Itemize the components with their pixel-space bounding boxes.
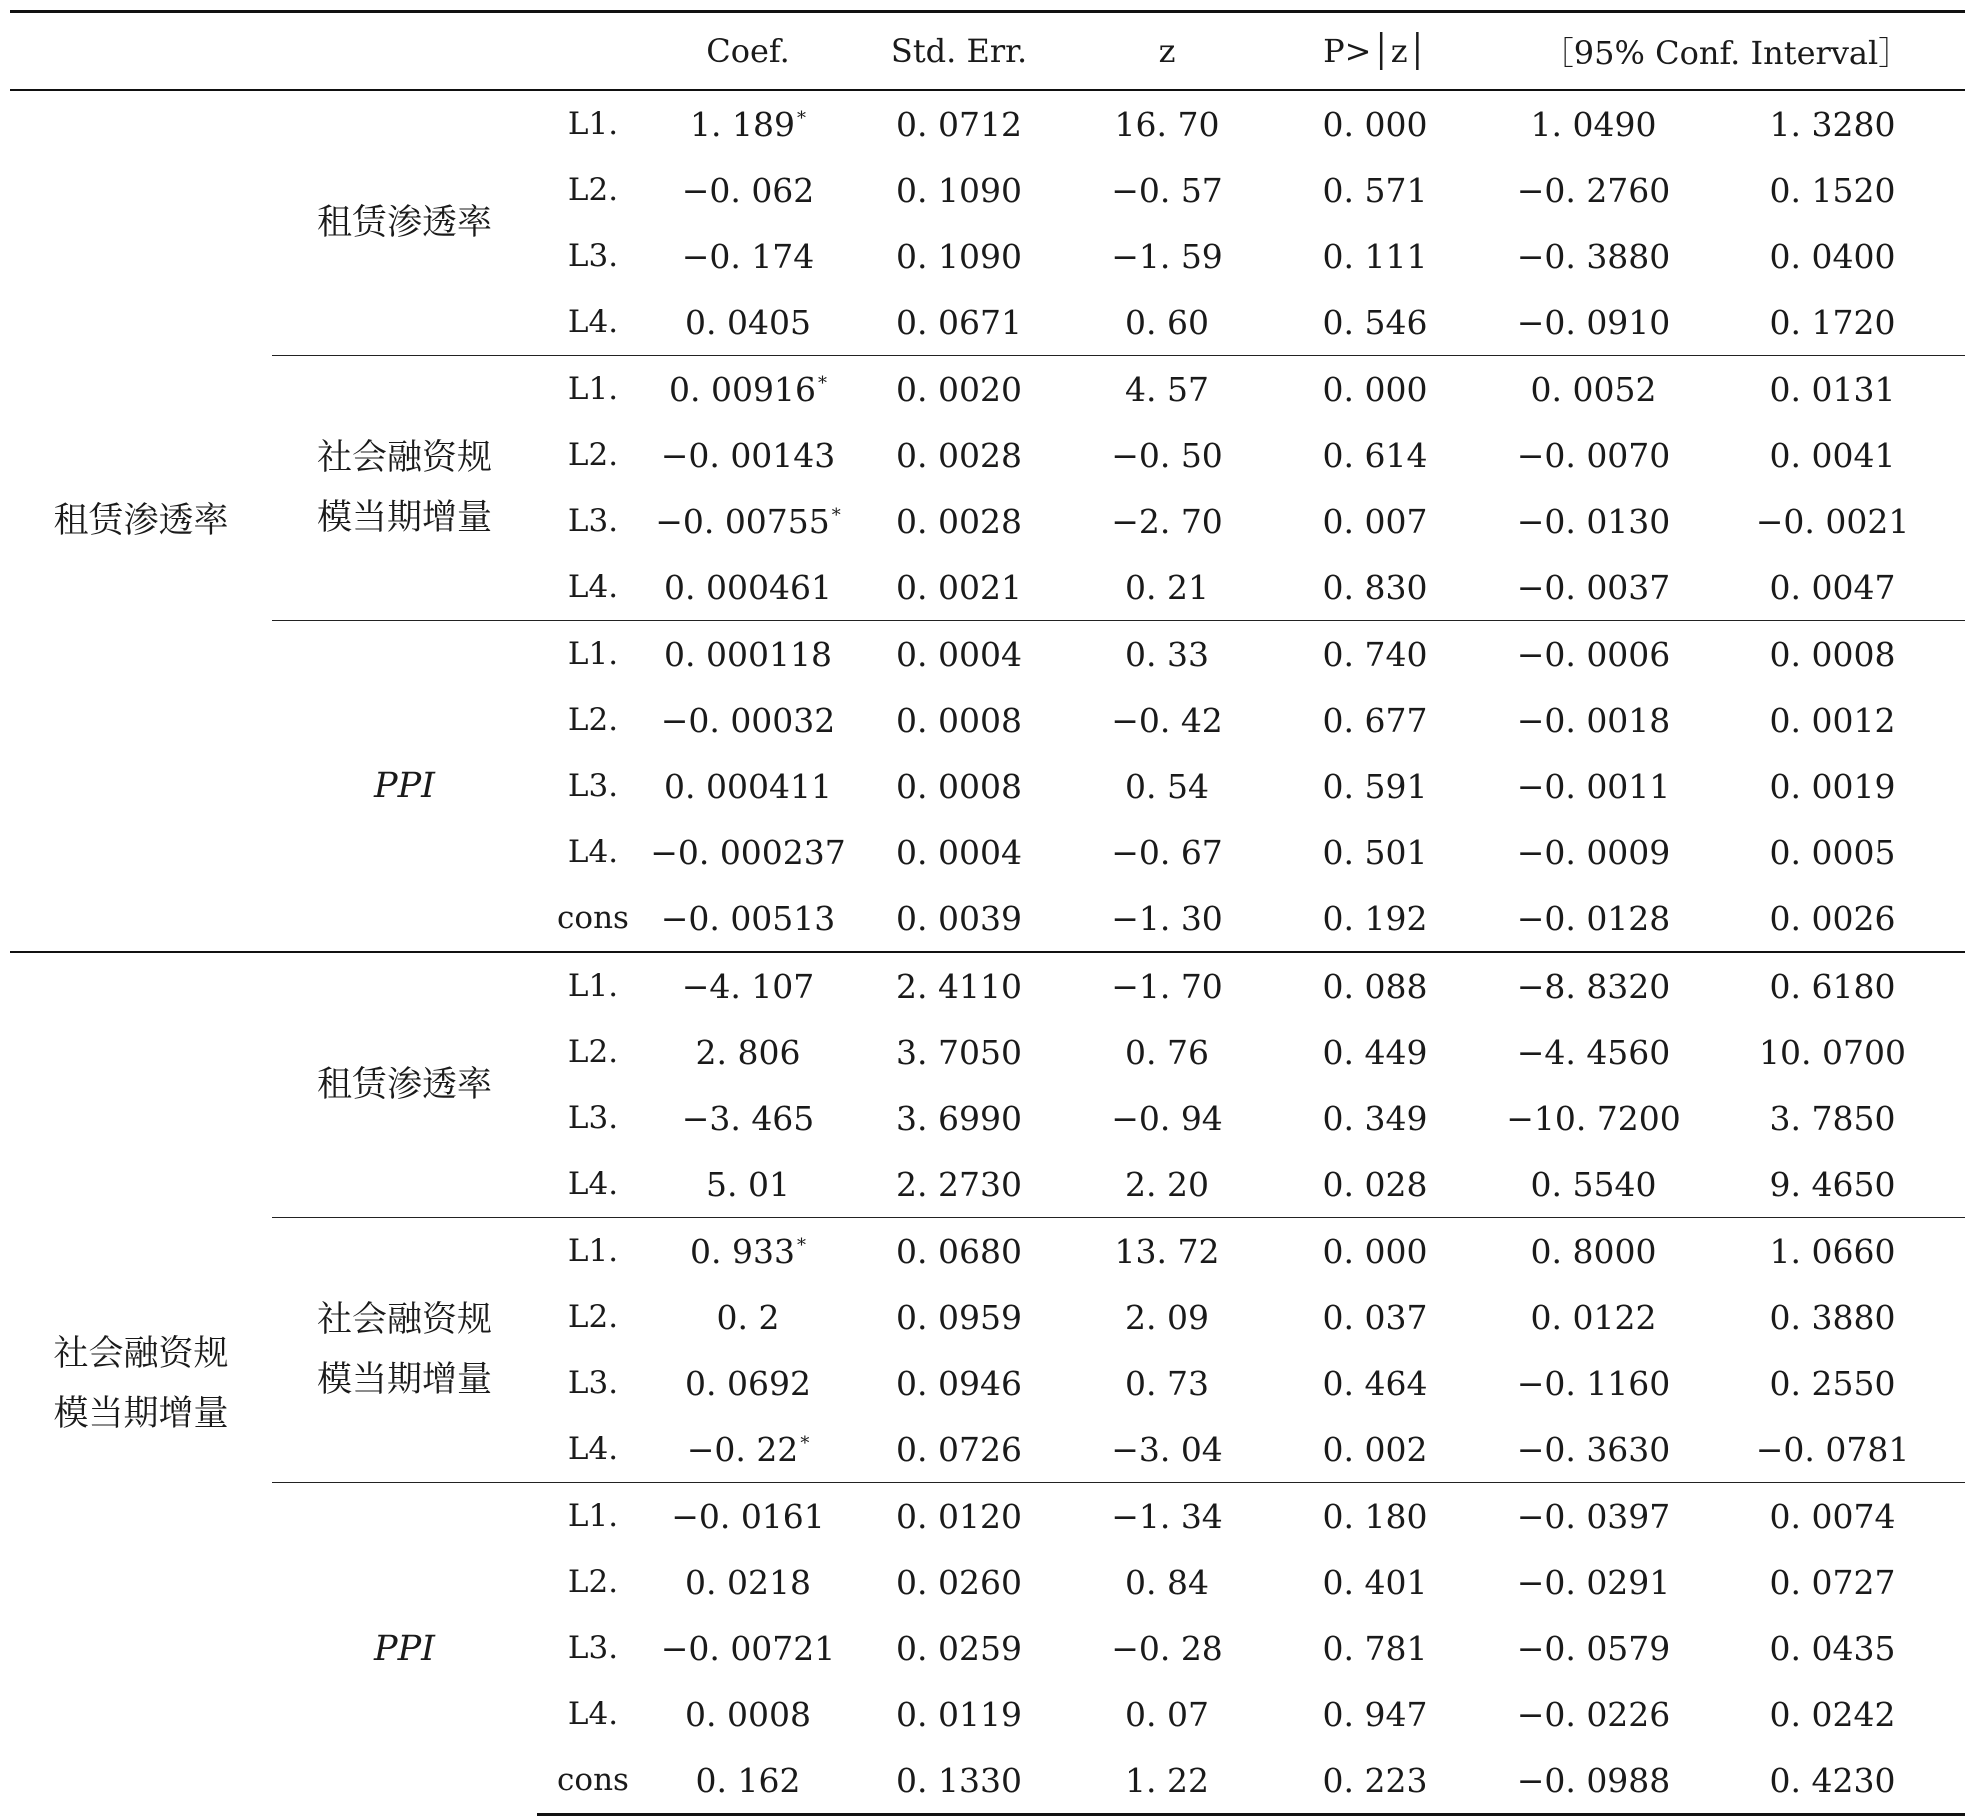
- z-value: −0. 67: [1111, 832, 1223, 872]
- ci-lower-value: −0. 0226: [1516, 1694, 1671, 1734]
- p-value: 0. 111: [1322, 236, 1428, 276]
- z-value: 2. 09: [1125, 1297, 1209, 1337]
- header-z: z: [1071, 12, 1263, 91]
- significance-star: *: [817, 372, 827, 394]
- table-header: [10, 12, 1965, 91]
- p-value: 0. 546: [1322, 302, 1428, 342]
- lag-label: L1.: [537, 1218, 649, 1285]
- coef-number: −0. 00143: [660, 435, 836, 475]
- ci-lower-value: −0. 3880: [1516, 236, 1671, 276]
- ci-lower-value: −0. 2760: [1516, 170, 1671, 210]
- std-err-value: 0. 0946: [896, 1363, 1022, 1403]
- coef-number: 0. 0008: [685, 1694, 811, 1734]
- std-err-value: 0. 0712: [896, 104, 1022, 144]
- z-value: 0. 33: [1071, 621, 1263, 688]
- coef-number: −0. 22: [686, 1429, 799, 1469]
- table-row: [10, 1483, 1965, 1550]
- std-err-value: 0. 0004: [847, 621, 1071, 688]
- std-err-value: 0. 1090: [896, 170, 1022, 210]
- coef-number: 0. 0692: [685, 1363, 811, 1403]
- std-err-value: 0. 0008: [896, 700, 1022, 740]
- lag-label: L1.: [537, 952, 649, 1019]
- coef-number: −0. 00755: [655, 501, 830, 541]
- equation-label-text: 社会融资规​模当期增量: [53, 1333, 229, 1434]
- coef-number: −0. 000237: [650, 832, 846, 872]
- coef-number: 2. 806: [695, 1032, 801, 1072]
- z-value: −1. 30: [1111, 898, 1223, 938]
- coef-value: [649, 1681, 847, 1747]
- lag-label: L4.: [567, 569, 619, 605]
- lag-label: L1.: [537, 356, 649, 423]
- ci-lower-value: −0. 0291: [1516, 1562, 1671, 1602]
- z-value: 13. 72: [1071, 1218, 1263, 1285]
- variable-group-label-text: PPI: [374, 1628, 435, 1669]
- coef-value: [649, 1085, 847, 1151]
- std-err-value: 0. 0959: [896, 1297, 1022, 1337]
- p-value: 0. 000: [1322, 104, 1428, 144]
- p-value: 0. 192: [1322, 898, 1428, 938]
- variable-group-label: [272, 621, 537, 953]
- coef-value: [649, 422, 847, 488]
- coef-number: −0. 00721: [660, 1628, 836, 1668]
- z-value: 2. 20: [1125, 1164, 1209, 1204]
- ci-upper-value: 0. 0074: [1700, 1483, 1965, 1550]
- p-value: 0. 614: [1322, 435, 1428, 475]
- z-value: 0. 54: [1125, 766, 1209, 806]
- variable-group-label-text: 租赁渗透率: [316, 203, 492, 243]
- std-err-value: 0. 1090: [896, 236, 1022, 276]
- ci-lower-value: −4. 4560: [1516, 1032, 1671, 1072]
- p-value: 0. 571: [1322, 170, 1428, 210]
- p-value: 0. 180: [1263, 1483, 1487, 1550]
- z-value: 0. 60: [1125, 302, 1209, 342]
- lag-label: L3.: [567, 1365, 619, 1401]
- std-err-value: 0. 0039: [896, 898, 1022, 938]
- lag-label: L2.: [567, 1034, 619, 1070]
- ci-lower-value: −0. 0011: [1516, 766, 1671, 806]
- ci-upper-value: 0. 0026: [1769, 898, 1896, 938]
- coef-value: [649, 1019, 847, 1085]
- ci-upper-value: 0. 0041: [1769, 435, 1896, 475]
- ci-upper-value: 1. 0660: [1700, 1218, 1965, 1285]
- coef-value: [649, 223, 847, 289]
- std-err-value: 0. 0020: [847, 356, 1071, 423]
- std-err-value: 0. 0259: [896, 1628, 1022, 1668]
- coef-value: [649, 488, 847, 554]
- coef-number: 1. 189: [690, 104, 795, 144]
- lag-label: L2.: [567, 702, 619, 738]
- p-value: 0. 000: [1263, 1218, 1487, 1285]
- std-err-value: 2. 2730: [896, 1164, 1022, 1204]
- ci-upper-value: 0. 0435: [1769, 1628, 1896, 1668]
- ci-upper-value: 0. 0727: [1769, 1562, 1896, 1602]
- z-value: 0. 73: [1125, 1363, 1209, 1403]
- variable-group-label: [272, 90, 537, 356]
- equation-label: [10, 90, 272, 952]
- variable-group-label: [272, 1218, 537, 1483]
- lag-label: L2.: [567, 437, 619, 473]
- coef-number: −0. 062: [681, 170, 815, 210]
- ci-lower-value: −0. 0037: [1516, 567, 1671, 607]
- lag-label: L2.: [567, 1299, 619, 1335]
- p-value: 0. 781: [1322, 1628, 1428, 1668]
- ci-upper-value: −0. 0781: [1755, 1429, 1910, 1469]
- ci-upper-value: 1. 3280: [1769, 104, 1896, 144]
- lag-label: L3.: [567, 1630, 619, 1666]
- table-row: [10, 356, 1965, 423]
- coef-number: 5. 01: [706, 1164, 790, 1204]
- ci-lower-value: −0. 3630: [1516, 1429, 1671, 1469]
- variable-group-label: [272, 952, 537, 1218]
- ci-lower-value: 0. 0122: [1530, 1297, 1657, 1337]
- p-value: 0. 464: [1322, 1363, 1428, 1403]
- z-value: −1. 70: [1071, 952, 1263, 1019]
- table-row: [10, 952, 1965, 1019]
- lag-label: L2.: [567, 1564, 619, 1600]
- equation-label: [10, 952, 272, 1815]
- coef-value: [649, 1747, 847, 1815]
- std-err-value: 0. 0680: [847, 1218, 1071, 1285]
- ci-upper-value: 0. 0242: [1769, 1694, 1896, 1734]
- z-value: 0. 21: [1125, 567, 1209, 607]
- p-value: 0. 591: [1322, 766, 1428, 806]
- coef-value: [649, 1416, 847, 1483]
- ci-lower-value: 1. 0490: [1530, 104, 1657, 144]
- coef-number: 0. 0405: [685, 302, 811, 342]
- std-err-value: 0. 0119: [896, 1694, 1022, 1734]
- coef-value: [649, 289, 847, 356]
- ci-upper-value: −0. 0021: [1755, 501, 1910, 541]
- header-blank-equation: [10, 12, 272, 91]
- header-row: [10, 12, 1965, 91]
- regression-table-container: [10, 10, 1965, 1816]
- coef-value: [649, 1284, 847, 1350]
- coef-value: [649, 753, 847, 819]
- coef-value: [649, 1350, 847, 1416]
- coef-value: [649, 1615, 847, 1681]
- coef-number: −3. 465: [681, 1098, 815, 1138]
- coef-number: −0. 00513: [660, 898, 836, 938]
- lag-label: L1.: [537, 1483, 649, 1550]
- coef-number: 0. 162: [695, 1760, 801, 1800]
- std-err-value: 0. 0008: [896, 766, 1022, 806]
- std-err-value: 0. 0028: [896, 435, 1022, 475]
- ci-lower-value: −0. 0009: [1516, 832, 1671, 872]
- ci-upper-value: 3. 7850: [1769, 1098, 1896, 1138]
- lag-label: L3.: [567, 238, 619, 274]
- z-value: 0. 07: [1125, 1694, 1209, 1734]
- ci-lower-value: 0. 8000: [1487, 1218, 1700, 1285]
- ci-upper-value: 0. 1720: [1769, 302, 1896, 342]
- ci-lower-value: −0. 0910: [1516, 302, 1671, 342]
- p-value: 0. 401: [1322, 1562, 1428, 1602]
- p-value: 0. 007: [1322, 501, 1428, 541]
- lag-label: L4.: [567, 834, 619, 870]
- z-value: 16. 70: [1114, 104, 1220, 144]
- coef-number: −4. 107: [681, 966, 815, 1006]
- ci-lower-value: −0. 0128: [1516, 898, 1671, 938]
- coef-number: 0. 0218: [685, 1562, 811, 1602]
- coef-number: −0. 174: [681, 236, 815, 276]
- header-coef: Coef.: [649, 12, 847, 91]
- header-blank-lag: [537, 12, 649, 91]
- ci-lower-value: 0. 0052: [1487, 356, 1700, 423]
- coef-value: [649, 554, 847, 621]
- coef-number: 0. 000411: [664, 766, 832, 806]
- z-value: 4. 57: [1071, 356, 1263, 423]
- lag-label: cons: [557, 900, 629, 936]
- header-conf-interval: ［95% Conf. Interval］: [1487, 12, 1965, 91]
- p-value: 0. 002: [1322, 1429, 1428, 1469]
- equation-label-text: 租赁渗透率: [53, 501, 229, 541]
- variable-group-label-text: 租赁渗透率: [316, 1065, 492, 1105]
- p-value: 0. 830: [1322, 567, 1428, 607]
- coef-value: [649, 1218, 847, 1285]
- p-value: 0. 349: [1322, 1098, 1428, 1138]
- ci-upper-value: 0. 6180: [1700, 952, 1965, 1019]
- std-err-value: 0. 0671: [896, 302, 1022, 342]
- z-value: −0. 50: [1111, 435, 1223, 475]
- significance-star: *: [796, 1234, 806, 1256]
- ci-upper-value: 0. 0012: [1769, 700, 1896, 740]
- p-value: 0. 037: [1322, 1297, 1428, 1337]
- lag-label: L3.: [567, 503, 619, 539]
- variable-group-label-text: PPI: [374, 766, 435, 806]
- p-value: 0. 740: [1263, 621, 1487, 688]
- significance-star: *: [831, 504, 841, 526]
- coef-value: [649, 1151, 847, 1218]
- lag-label: L3.: [567, 1100, 619, 1136]
- coef-value: [649, 952, 847, 1019]
- variable-group-label-text: 社会融资规​模当期增量: [316, 438, 492, 538]
- variable-group-label: [272, 356, 537, 621]
- ci-upper-value: 0. 3880: [1769, 1297, 1896, 1337]
- lag-label: cons: [537, 1747, 649, 1815]
- table-body: [10, 90, 1965, 1815]
- ci-lower-value: −0. 0130: [1516, 501, 1671, 541]
- ci-upper-value: 0. 0131: [1700, 356, 1965, 423]
- ci-upper-value: 0. 2550: [1769, 1363, 1896, 1403]
- coef-number: −0. 00032: [660, 700, 836, 740]
- lag-label: L1.: [537, 621, 649, 688]
- p-value: 0. 000: [1263, 356, 1487, 423]
- ci-lower-value: −0. 0006: [1487, 621, 1700, 688]
- coef-value: [649, 885, 847, 952]
- variable-group-label-text: 社会融资规​模当期增量: [316, 1300, 492, 1400]
- coef-value: [649, 157, 847, 223]
- coef-value: [649, 687, 847, 753]
- ci-lower-value: 0. 5540: [1530, 1164, 1657, 1204]
- p-value: 0. 028: [1322, 1164, 1428, 1204]
- coef-number: 0. 933: [690, 1231, 795, 1271]
- header-blank-variable: [272, 12, 537, 91]
- z-value: −0. 42: [1111, 700, 1223, 740]
- table-row: [10, 90, 1965, 157]
- ci-lower-value: −10. 7200: [1506, 1098, 1681, 1138]
- ci-upper-value: 0. 0019: [1769, 766, 1896, 806]
- coef-value: [649, 819, 847, 885]
- std-err-value: 2. 4110: [847, 952, 1071, 1019]
- header-p-value: P>│z│: [1263, 12, 1487, 91]
- z-value: −0. 57: [1111, 170, 1223, 210]
- z-value: −2. 70: [1111, 501, 1223, 541]
- lag-label: L4.: [567, 1696, 619, 1732]
- std-err-value: 3. 6990: [896, 1098, 1022, 1138]
- p-value: 0. 677: [1322, 700, 1428, 740]
- z-value: −1. 34: [1071, 1483, 1263, 1550]
- z-value: 1. 22: [1071, 1747, 1263, 1815]
- ci-lower-value: −0. 0018: [1516, 700, 1671, 740]
- std-err-value: 0. 0004: [896, 832, 1022, 872]
- z-value: −3. 04: [1111, 1429, 1223, 1469]
- z-value: −0. 94: [1111, 1098, 1223, 1138]
- ci-upper-value: 0. 4230: [1700, 1747, 1965, 1815]
- lag-label: L3.: [567, 768, 619, 804]
- significance-star: *: [796, 107, 806, 129]
- p-value: 0. 947: [1322, 1694, 1428, 1734]
- lag-label: L4.: [567, 304, 619, 340]
- ci-lower-value: −0. 0397: [1487, 1483, 1700, 1550]
- ci-upper-value: 0. 1520: [1769, 170, 1896, 210]
- ci-lower-value: −0. 0988: [1487, 1747, 1700, 1815]
- p-value: 0. 088: [1263, 952, 1487, 1019]
- coef-number: 0. 2: [716, 1297, 780, 1337]
- ci-upper-value: 0. 0400: [1769, 236, 1896, 276]
- ci-upper-value: 0. 0008: [1700, 621, 1965, 688]
- coef-value: [649, 356, 847, 423]
- significance-star: *: [800, 1432, 810, 1454]
- lag-label: L4.: [567, 1166, 619, 1202]
- coef-value: [649, 621, 847, 688]
- ci-upper-value: 10. 0700: [1759, 1032, 1906, 1072]
- table-row: [10, 1218, 1965, 1285]
- coef-number: 0. 00916: [669, 369, 816, 409]
- std-err-value: 0. 1330: [847, 1747, 1071, 1815]
- lag-label: L1.: [567, 106, 619, 142]
- ci-upper-value: 0. 0005: [1769, 832, 1896, 872]
- coef-value: [649, 1549, 847, 1615]
- p-value: 0. 449: [1322, 1032, 1428, 1072]
- ci-lower-value: −0. 0579: [1516, 1628, 1671, 1668]
- lag-label: L4.: [567, 1431, 619, 1467]
- ci-lower-value: −0. 0070: [1516, 435, 1671, 475]
- ci-upper-value: 9. 4650: [1769, 1164, 1896, 1204]
- p-value: 0. 223: [1263, 1747, 1487, 1815]
- header-std-err: Std. Err.: [847, 12, 1071, 91]
- p-value: 0. 501: [1322, 832, 1428, 872]
- variable-group-label: [272, 1483, 537, 1815]
- std-err-value: 0. 0260: [896, 1562, 1022, 1602]
- std-err-value: 0. 0021: [896, 567, 1022, 607]
- table-row: [10, 621, 1965, 688]
- z-value: 0. 84: [1125, 1562, 1209, 1602]
- z-value: 0. 76: [1125, 1032, 1209, 1072]
- coef-number: 0. 000461: [664, 567, 832, 607]
- std-err-value: 0. 0120: [847, 1483, 1071, 1550]
- coef-value: [649, 90, 847, 157]
- coef-value: [649, 1483, 847, 1550]
- std-err-value: 0. 0726: [896, 1429, 1022, 1469]
- ci-lower-value: −0. 1160: [1516, 1363, 1671, 1403]
- var-regression-table: [10, 10, 1965, 1816]
- std-err-value: 0. 0028: [896, 501, 1022, 541]
- ci-upper-value: 0. 0047: [1769, 567, 1896, 607]
- lag-label: L2.: [567, 172, 619, 208]
- z-value: −1. 59: [1111, 236, 1223, 276]
- coef-number: −0. 0161: [671, 1496, 825, 1536]
- z-value: −0. 28: [1111, 1628, 1223, 1668]
- coef-number: 0. 000118: [664, 634, 832, 674]
- ci-lower-value: −8. 8320: [1487, 952, 1700, 1019]
- std-err-value: 3. 7050: [896, 1032, 1022, 1072]
